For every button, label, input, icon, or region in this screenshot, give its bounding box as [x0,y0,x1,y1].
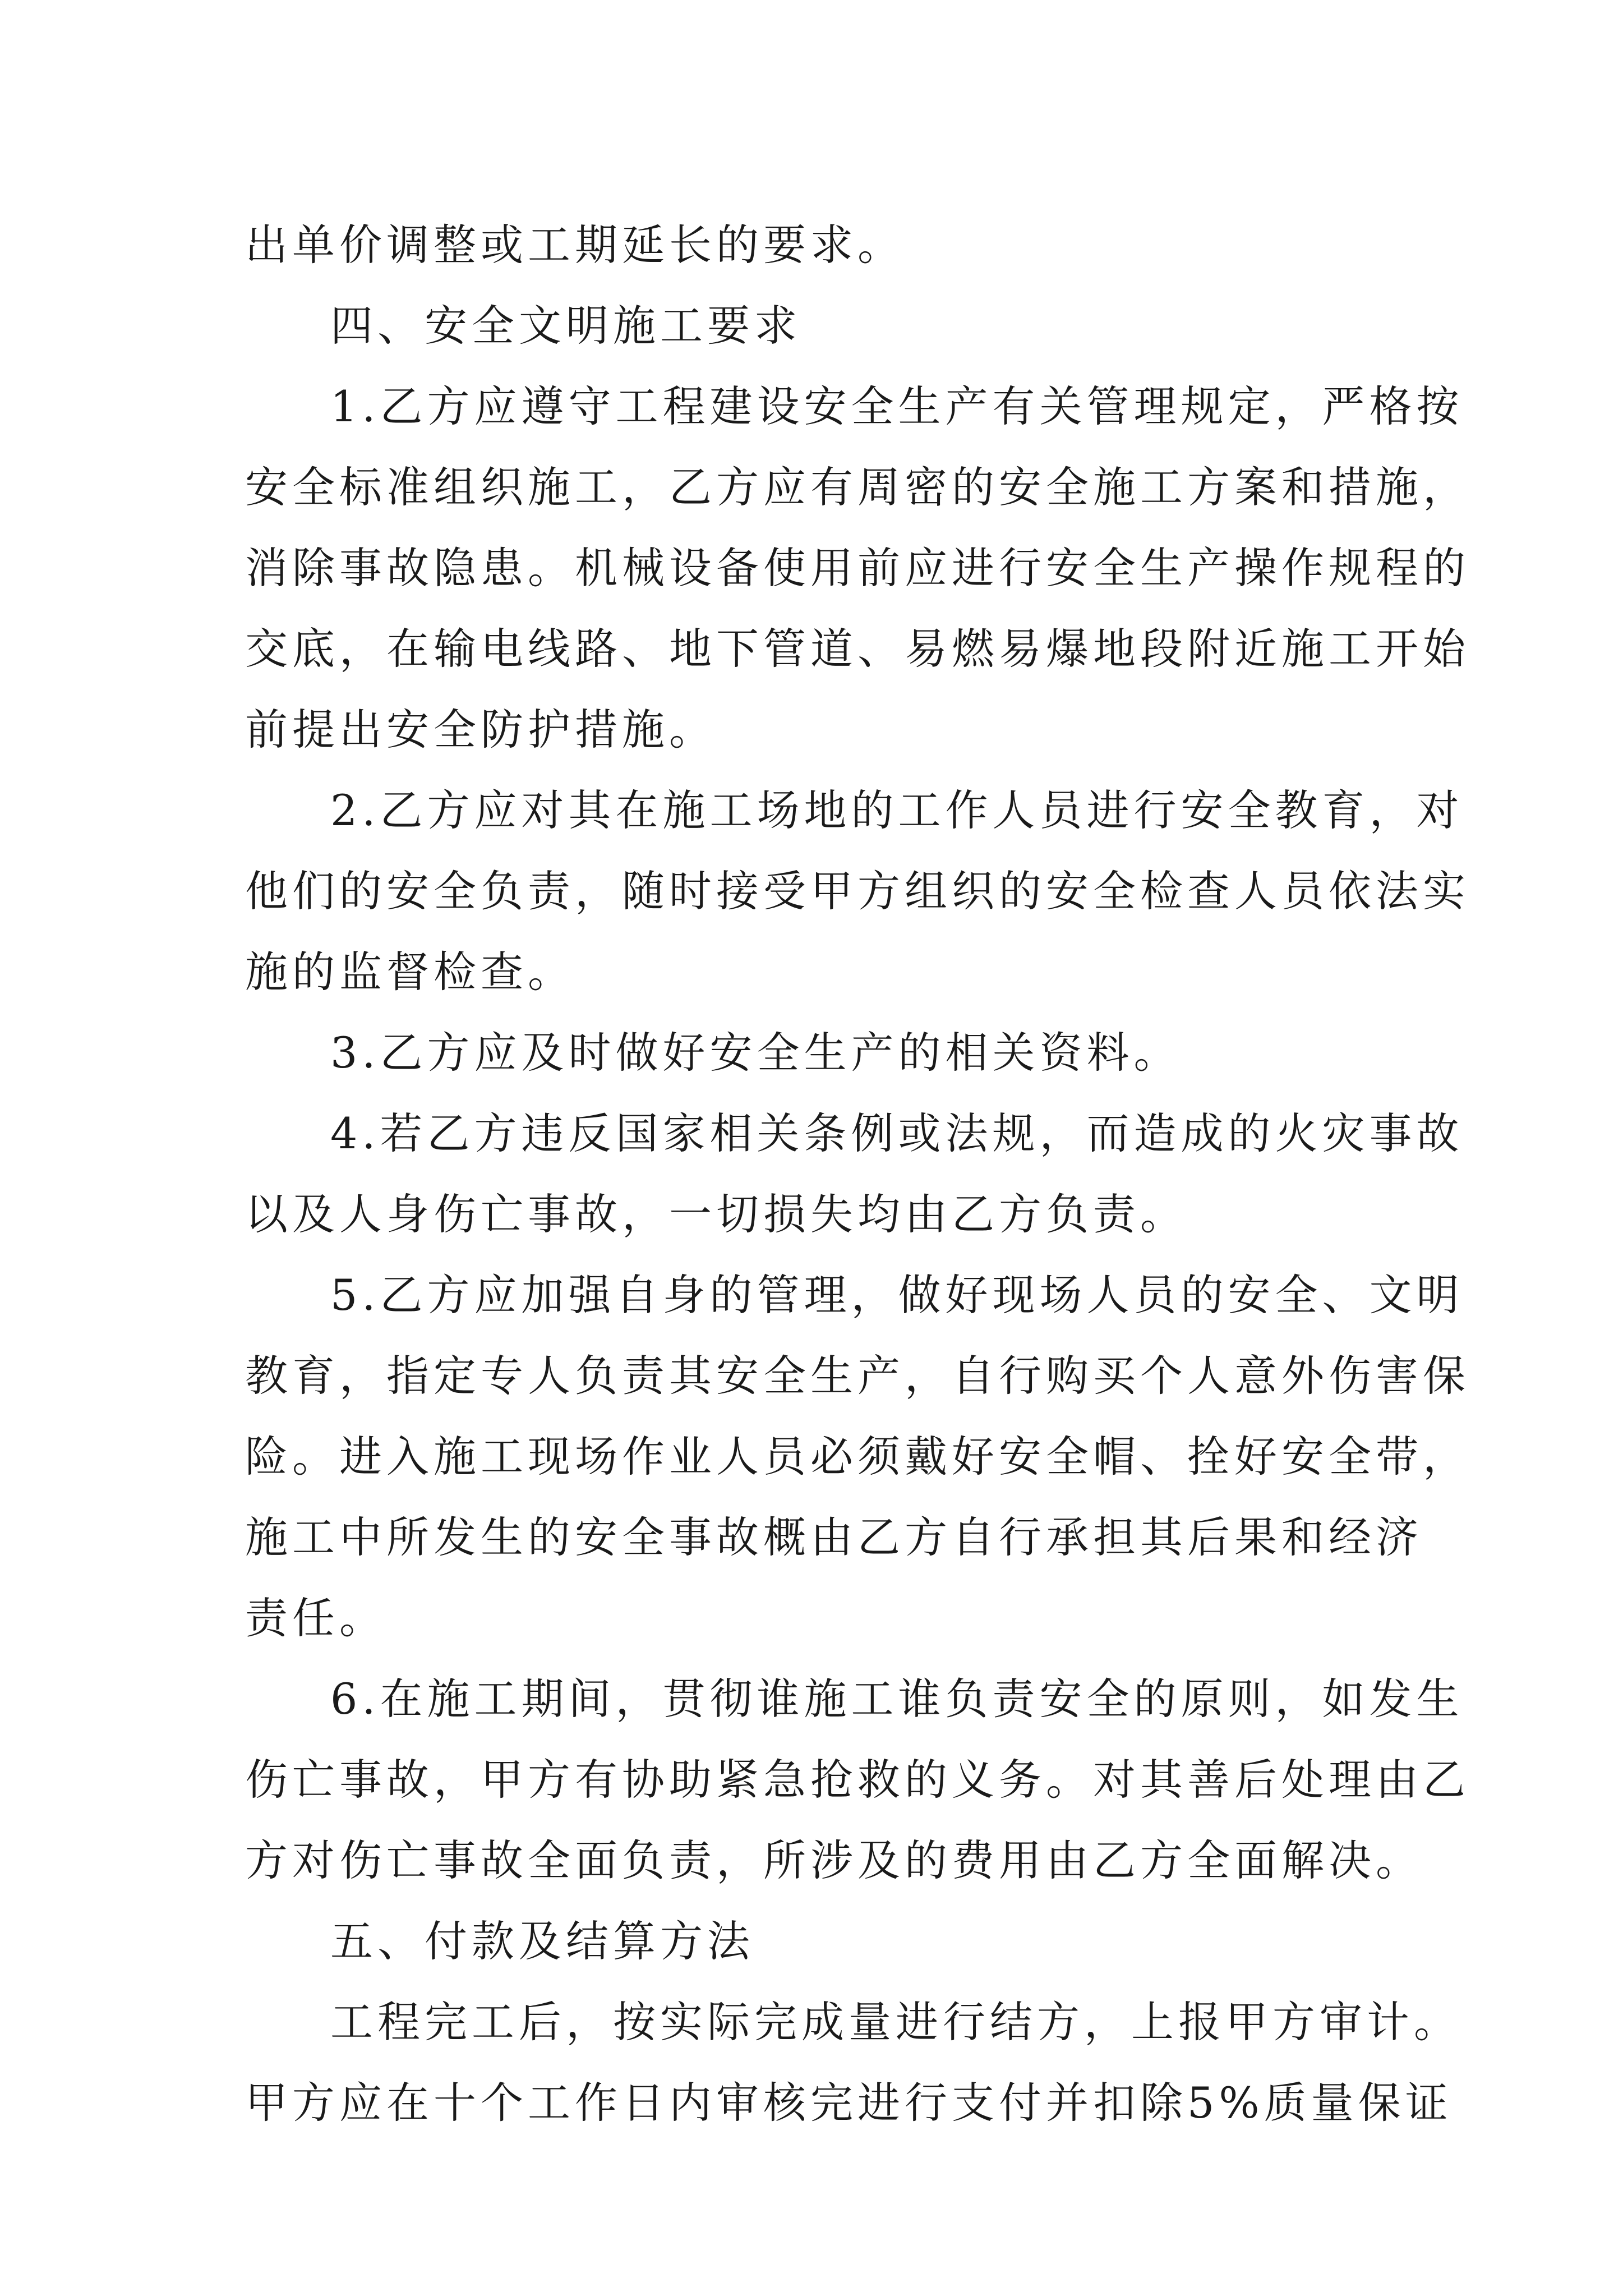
text-line: 伤亡事故，甲方有协助紧急抢救的义务。对其善后处理由乙 [245,1755,1470,1805]
text-line: 安全标准组织施工，乙方应有周密的安全施工方案和措施， [245,462,1470,512]
section-heading-safety: 四、安全文明施工要求 [330,301,801,351]
text-line: 出单价调整或工期延长的要求。 [245,220,905,270]
text-line: 以及人身伤亡事故，一切损失均由乙方负责。 [245,1189,1187,1239]
text-line: 4.若乙方违反国家相关条例或法规，而造成的火灾事故 [330,1108,1464,1158]
document-body [245,205,1470,2143]
text-line: 工程完工后，按实际完成量进行结方，上报甲方审计。 [330,1997,1461,2047]
text-line: 他们的安全负责，随时接受甲方组织的安全检查人员依法实 [245,866,1470,916]
text-line: 险。进入施工现场作业人员必须戴好安全帽、拴好安全带， [245,1432,1470,1481]
text-line: 交底，在输电线路、地下管道、易燃易爆地段附近施工开始 [245,624,1470,674]
text-line: 5.乙方应加强自身的管理，做好现场人员的安全、文明 [330,1270,1464,1320]
text-line: 方对伤亡事故全面负责，所涉及的费用由乙方全面解决。 [245,1835,1423,1885]
text-line: 6.在施工期间，贯彻谁施工谁负责安全的原则，如发生 [330,1674,1464,1724]
section-heading-payment: 五、付款及结算方法 [330,1916,754,1966]
text-line: 责任。 [245,1593,386,1643]
text-line: 消除事故隐患。机械设备使用前应进行安全生产操作规程的 [245,543,1470,593]
text-line: 1.乙方应遵守工程建设安全生产有关管理规定，严格按 [330,381,1464,431]
text-line: 教育，指定专人负责其安全生产，自行购买个人意外伤害保 [245,1351,1470,1401]
text-line: 前提出安全防护措施。 [245,705,716,754]
text-line: 甲方应在十个工作日内审核完进行支付并扣除5%质量保证 [245,2078,1453,2128]
text-line: 2.乙方应对其在施工场地的工作人员进行安全教育，对 [330,785,1464,835]
text-line: 3.乙方应及时做好安全生产的相关资料。 [330,1028,1181,1078]
text-line: 施工中所发生的安全事故概由乙方自行承担其后果和经济 [245,1512,1423,1562]
text-line: 施的监督检查。 [245,947,575,997]
